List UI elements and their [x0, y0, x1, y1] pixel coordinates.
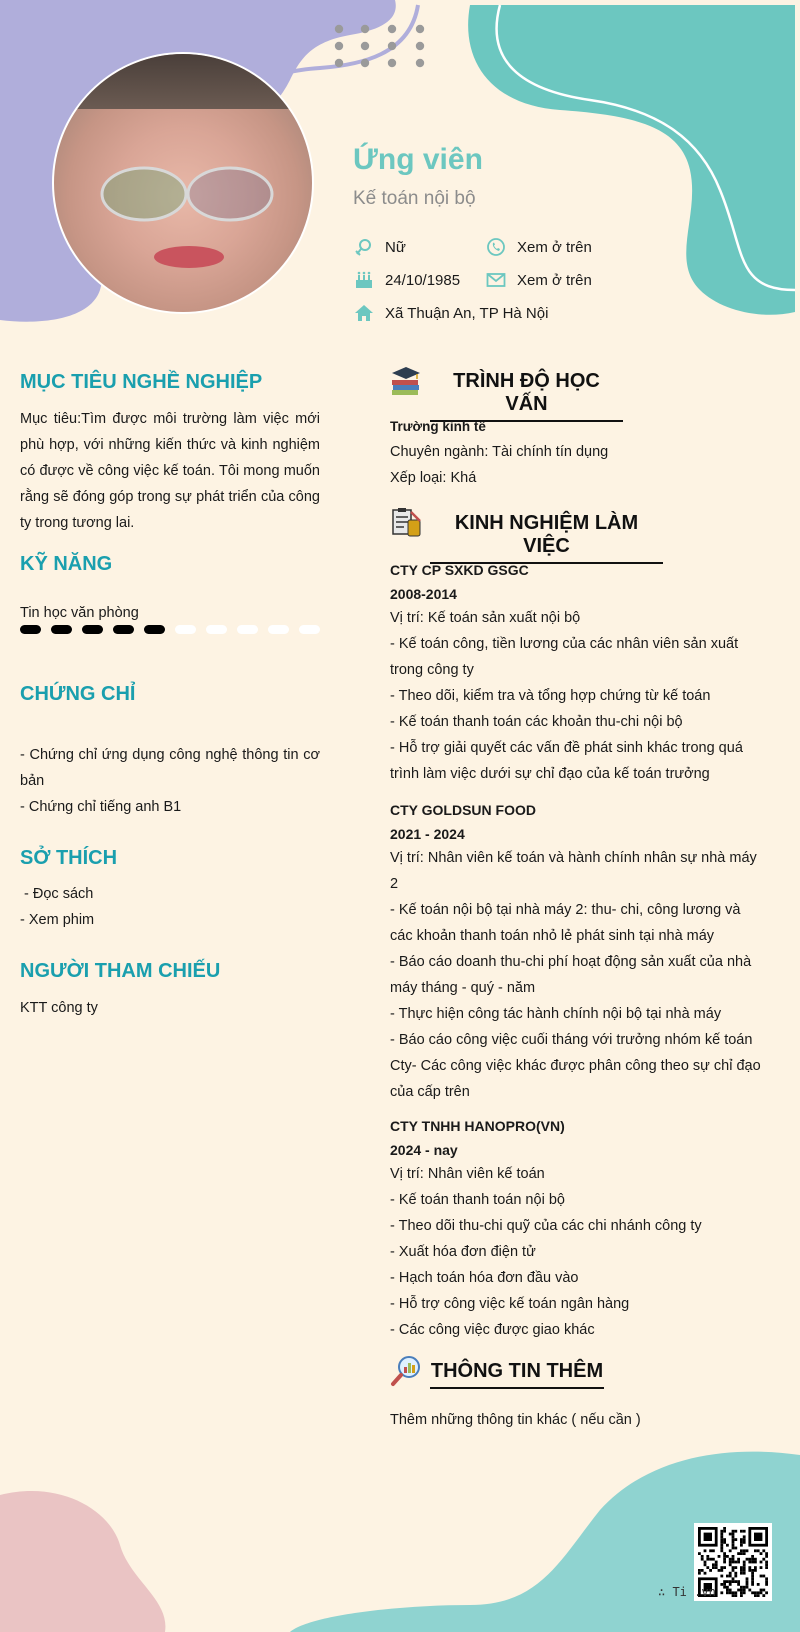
email-value: Xem ở trên — [517, 271, 592, 289]
education-grade: Xếp loại: Khá — [390, 470, 477, 486]
job-detail-line: Vị trí: Nhân viên kế toán — [390, 1166, 545, 1182]
profile-photo — [52, 52, 314, 314]
education-school: Trường kinh tế — [390, 419, 486, 434]
hobby-item: - Đọc sách — [20, 886, 94, 902]
skills-heading: KỸ NĂNG — [20, 553, 113, 575]
skill-level-bar — [20, 625, 320, 634]
job-detail-line: - Kế toán thanh toán các khoản thu-chi nội bộ — [390, 714, 683, 730]
skill-dot-empty — [299, 625, 320, 634]
skill-dot-filled — [82, 625, 103, 634]
hobby-item: - Xem phim — [20, 912, 95, 928]
contact-dob — [353, 269, 460, 291]
education-heading: TRÌNH ĐỘ HỌC VẤN — [430, 370, 623, 422]
job-detail-line: - Hạch toán hóa đơn đầu vào — [390, 1270, 579, 1286]
candidate-name: Ứng viên — [353, 143, 483, 176]
skill-name: Tin học văn phòng — [20, 605, 139, 621]
skill-dot-empty — [268, 625, 289, 634]
job-detail-line: - Thực hiện công tác hành chính nội bộ tại nhà máy — [390, 1006, 722, 1022]
skill-dot-filled — [144, 625, 165, 634]
contact-email — [485, 269, 592, 291]
job-detail-line: Vị trí: Kế toán sản xuất nội bộ — [390, 610, 581, 626]
job-detail-line: - Báo cáo doanh thu-chi phí hoạt động sản xuất của nhà máy tháng - quý - năm — [390, 954, 752, 996]
job-detail-line: - Hỗ trợ công việc kế toán ngân hàng — [390, 1296, 630, 1312]
contact-address — [353, 302, 548, 324]
skill-dot-filled — [113, 625, 134, 634]
objective-heading: MỤC TIÊU NGHỀ NGHIỆP — [20, 371, 263, 393]
dob-value: 24/10/1985 — [385, 271, 461, 289]
education-books-icon — [390, 364, 422, 396]
job-detail-line: Vị trí: Nhân viên kế toán và hành chính nhân sự nhà máy 2 — [390, 850, 757, 892]
watermark-text: ∴ Ti .vn — [658, 1585, 716, 1599]
job-detail-line: - Theo dõi, kiểm tra và tổng hợp chứng từ kế toán — [390, 688, 711, 704]
job-detail-line: - Kế toán thanh toán nội bộ — [390, 1192, 565, 1208]
hobbies-heading: SỞ THÍCH — [20, 847, 118, 869]
certificates-heading: CHỨNG CHỈ — [20, 683, 136, 705]
experience-heading: KINH NGHIỆM LÀM VIỆC — [430, 512, 663, 564]
skill-dot-filled — [20, 625, 41, 634]
job-detail-line: - Theo dõi thu-chi quỹ của các chi nhánh công ty — [390, 1218, 702, 1234]
glasses-illustration — [92, 164, 282, 224]
envelope-icon — [485, 269, 507, 291]
gender-value: Nữ — [385, 238, 406, 256]
education-major: Chuyên ngành: Tài chính tín dụng — [390, 444, 609, 460]
job-detail-line: - Xuất hóa đơn điện tử — [390, 1244, 536, 1260]
job-period: 2008-2014 — [390, 586, 457, 602]
references-heading: NGƯỜI THAM CHIẾU — [20, 960, 221, 982]
certificate-item: - Chứng chỉ ứng dụng công nghệ thông tin cơ bản — [20, 747, 320, 789]
home-icon — [353, 302, 375, 324]
objective-text: Mục tiêu:Tìm được môi trường làm việc mới phù hợp, với những kiến thức và kinh nghiệm có được về công việc kế toán. Tôi mong muốn rằng sẽ đóng góp trong sự phát triển của công ty trong tương lai. — [20, 411, 320, 531]
birthday-cake-icon — [353, 269, 375, 291]
skill-dot-empty — [237, 625, 258, 634]
job-detail-line: - Kế toán công, tiền lương của các nhân viên sản xuất trong công ty — [390, 636, 739, 678]
job-detail-line: - Các công việc được giao khác — [390, 1322, 595, 1338]
job-period: 2021 - 2024 — [390, 826, 465, 842]
phone-value: Xem ở trên — [517, 238, 592, 256]
job-company: CTY TNHH HANOPRO(VN) — [390, 1118, 565, 1134]
job-period: 2024 - nay — [390, 1142, 458, 1158]
contact-gender — [353, 236, 406, 258]
contact-phone — [485, 236, 592, 258]
skill-dot-empty — [175, 625, 196, 634]
gender-icon — [353, 236, 375, 258]
job-company: CTY CP SXKD GSGC — [390, 562, 529, 578]
job-detail-line: - Báo cáo công việc cuối tháng với trưởng nhóm kế toán Cty- Các công việc khác được phân công theo sự chỉ đạo của cấp trên — [390, 1032, 761, 1100]
extra-heading: THÔNG TIN THÊM — [430, 1360, 604, 1389]
candidate-position: Kế toán nội bộ — [353, 188, 476, 209]
job-detail-line: - Kế toán nội bộ tại nhà máy 2: thu- chi, công lương và các khoản thanh toán nhỏ lẻ phát sinh tại nhà máy — [390, 902, 741, 944]
experience-clipboard-icon — [390, 506, 422, 538]
magnifier-chart-icon — [390, 1355, 422, 1387]
address-value: Xã Thuận An, TP Hà Nội — [385, 304, 549, 322]
phone-icon — [485, 236, 507, 258]
references-text: KTT công ty — [20, 1000, 98, 1016]
certificate-item: - Chứng chỉ tiếng anh B1 — [20, 799, 182, 815]
job-company: CTY GOLDSUN FOOD — [390, 802, 536, 818]
job-detail-line: - Hỗ trợ giải quyết các vấn đề phát sinh khác trong quá trình làm việc dưới sự chỉ đạo của kế toán trưởng — [390, 740, 743, 782]
skill-dot-filled — [51, 625, 72, 634]
extra-text: Thêm những thông tin khác ( nếu cần ) — [390, 1412, 641, 1428]
skill-dot-empty — [206, 625, 227, 634]
